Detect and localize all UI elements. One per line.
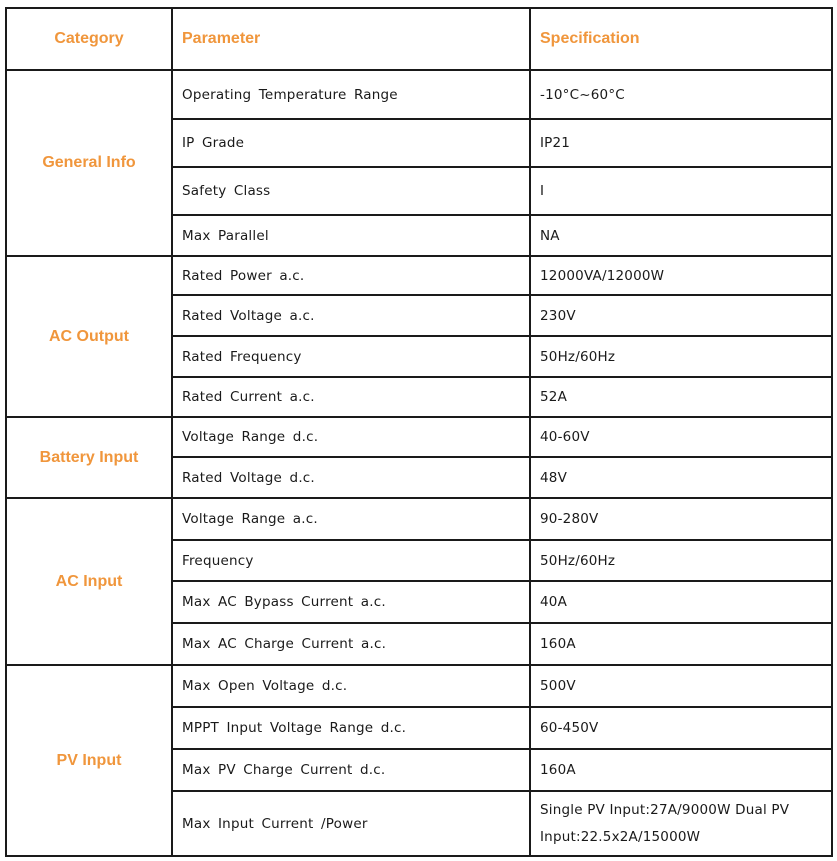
category-pv-input: PV Input	[6, 665, 172, 856]
spec-cell: I	[530, 167, 832, 215]
header-parameter-label: Parameter	[182, 30, 261, 47]
parameter-cell: Voltage Range a.c.	[172, 498, 530, 540]
table-row	[6, 417, 832, 457]
spec-cell: 50Hz/60Hz	[530, 336, 832, 377]
spec-cell: IP21	[530, 119, 832, 167]
parameter-cell: Max PV Charge Current d.c.	[172, 749, 530, 791]
parameter-cell: Max Parallel	[172, 215, 530, 256]
spec-cell: 60-450V	[530, 707, 832, 749]
spec-cell: Single PV Input:27A/9000W Dual PV Input:22.5x2A/15000W	[530, 791, 832, 856]
spec-cell: 50Hz/60Hz	[530, 540, 832, 581]
parameter-cell: Rated Voltage d.c.	[172, 457, 530, 498]
parameter-cell: Rated Frequency	[172, 336, 530, 377]
parameter-cell: Max Open Voltage d.c.	[172, 665, 530, 707]
spec-cell: 160A	[530, 749, 832, 791]
header-specification-label: Specification	[540, 30, 640, 47]
spec-cell: 40-60V	[530, 417, 832, 457]
spec-cell: 500V	[530, 665, 832, 707]
header-specification	[530, 8, 832, 70]
parameter-cell: Max AC Charge Current a.c.	[172, 623, 530, 665]
spec-cell: 12000VA/12000W	[530, 256, 832, 295]
category-ac-input: AC Input	[6, 498, 172, 665]
spec-cell: NA	[530, 215, 832, 256]
specification-table	[5, 7, 833, 857]
spec-cell: 48V	[530, 457, 832, 498]
spec-cell: 40A	[530, 581, 832, 623]
parameter-cell: MPPT Input Voltage Range d.c.	[172, 707, 530, 749]
table-row	[6, 665, 832, 707]
spec-cell: 160A	[530, 623, 832, 665]
spec-cell: -10°C~60°C	[530, 70, 832, 119]
parameter-cell: Max Input Current /Power	[172, 791, 530, 856]
parameter-cell: Operating Temperature Range	[172, 70, 530, 119]
parameter-cell: Max AC Bypass Current a.c.	[172, 581, 530, 623]
table-row	[6, 70, 832, 119]
table-row	[6, 498, 832, 540]
parameter-cell: Frequency	[172, 540, 530, 581]
category-ac-output: AC Output	[6, 256, 172, 417]
parameter-cell: Voltage Range d.c.	[172, 417, 530, 457]
category-general-info: General Info	[6, 70, 172, 256]
parameter-cell: IP Grade	[172, 119, 530, 167]
spec-cell: 52A	[530, 377, 832, 417]
header-row	[6, 8, 832, 70]
category-battery-input: Battery Input	[6, 417, 172, 498]
parameter-cell: Rated Power a.c.	[172, 256, 530, 295]
parameter-cell: Rated Current a.c.	[172, 377, 530, 417]
spec-cell: 90-280V	[530, 498, 832, 540]
spec-cell: 230V	[530, 295, 832, 336]
table-row	[6, 256, 832, 295]
header-parameter	[172, 8, 530, 70]
header-category: Category	[6, 8, 172, 70]
parameter-cell: Rated Voltage a.c.	[172, 295, 530, 336]
parameter-cell: Safety Class	[172, 167, 530, 215]
